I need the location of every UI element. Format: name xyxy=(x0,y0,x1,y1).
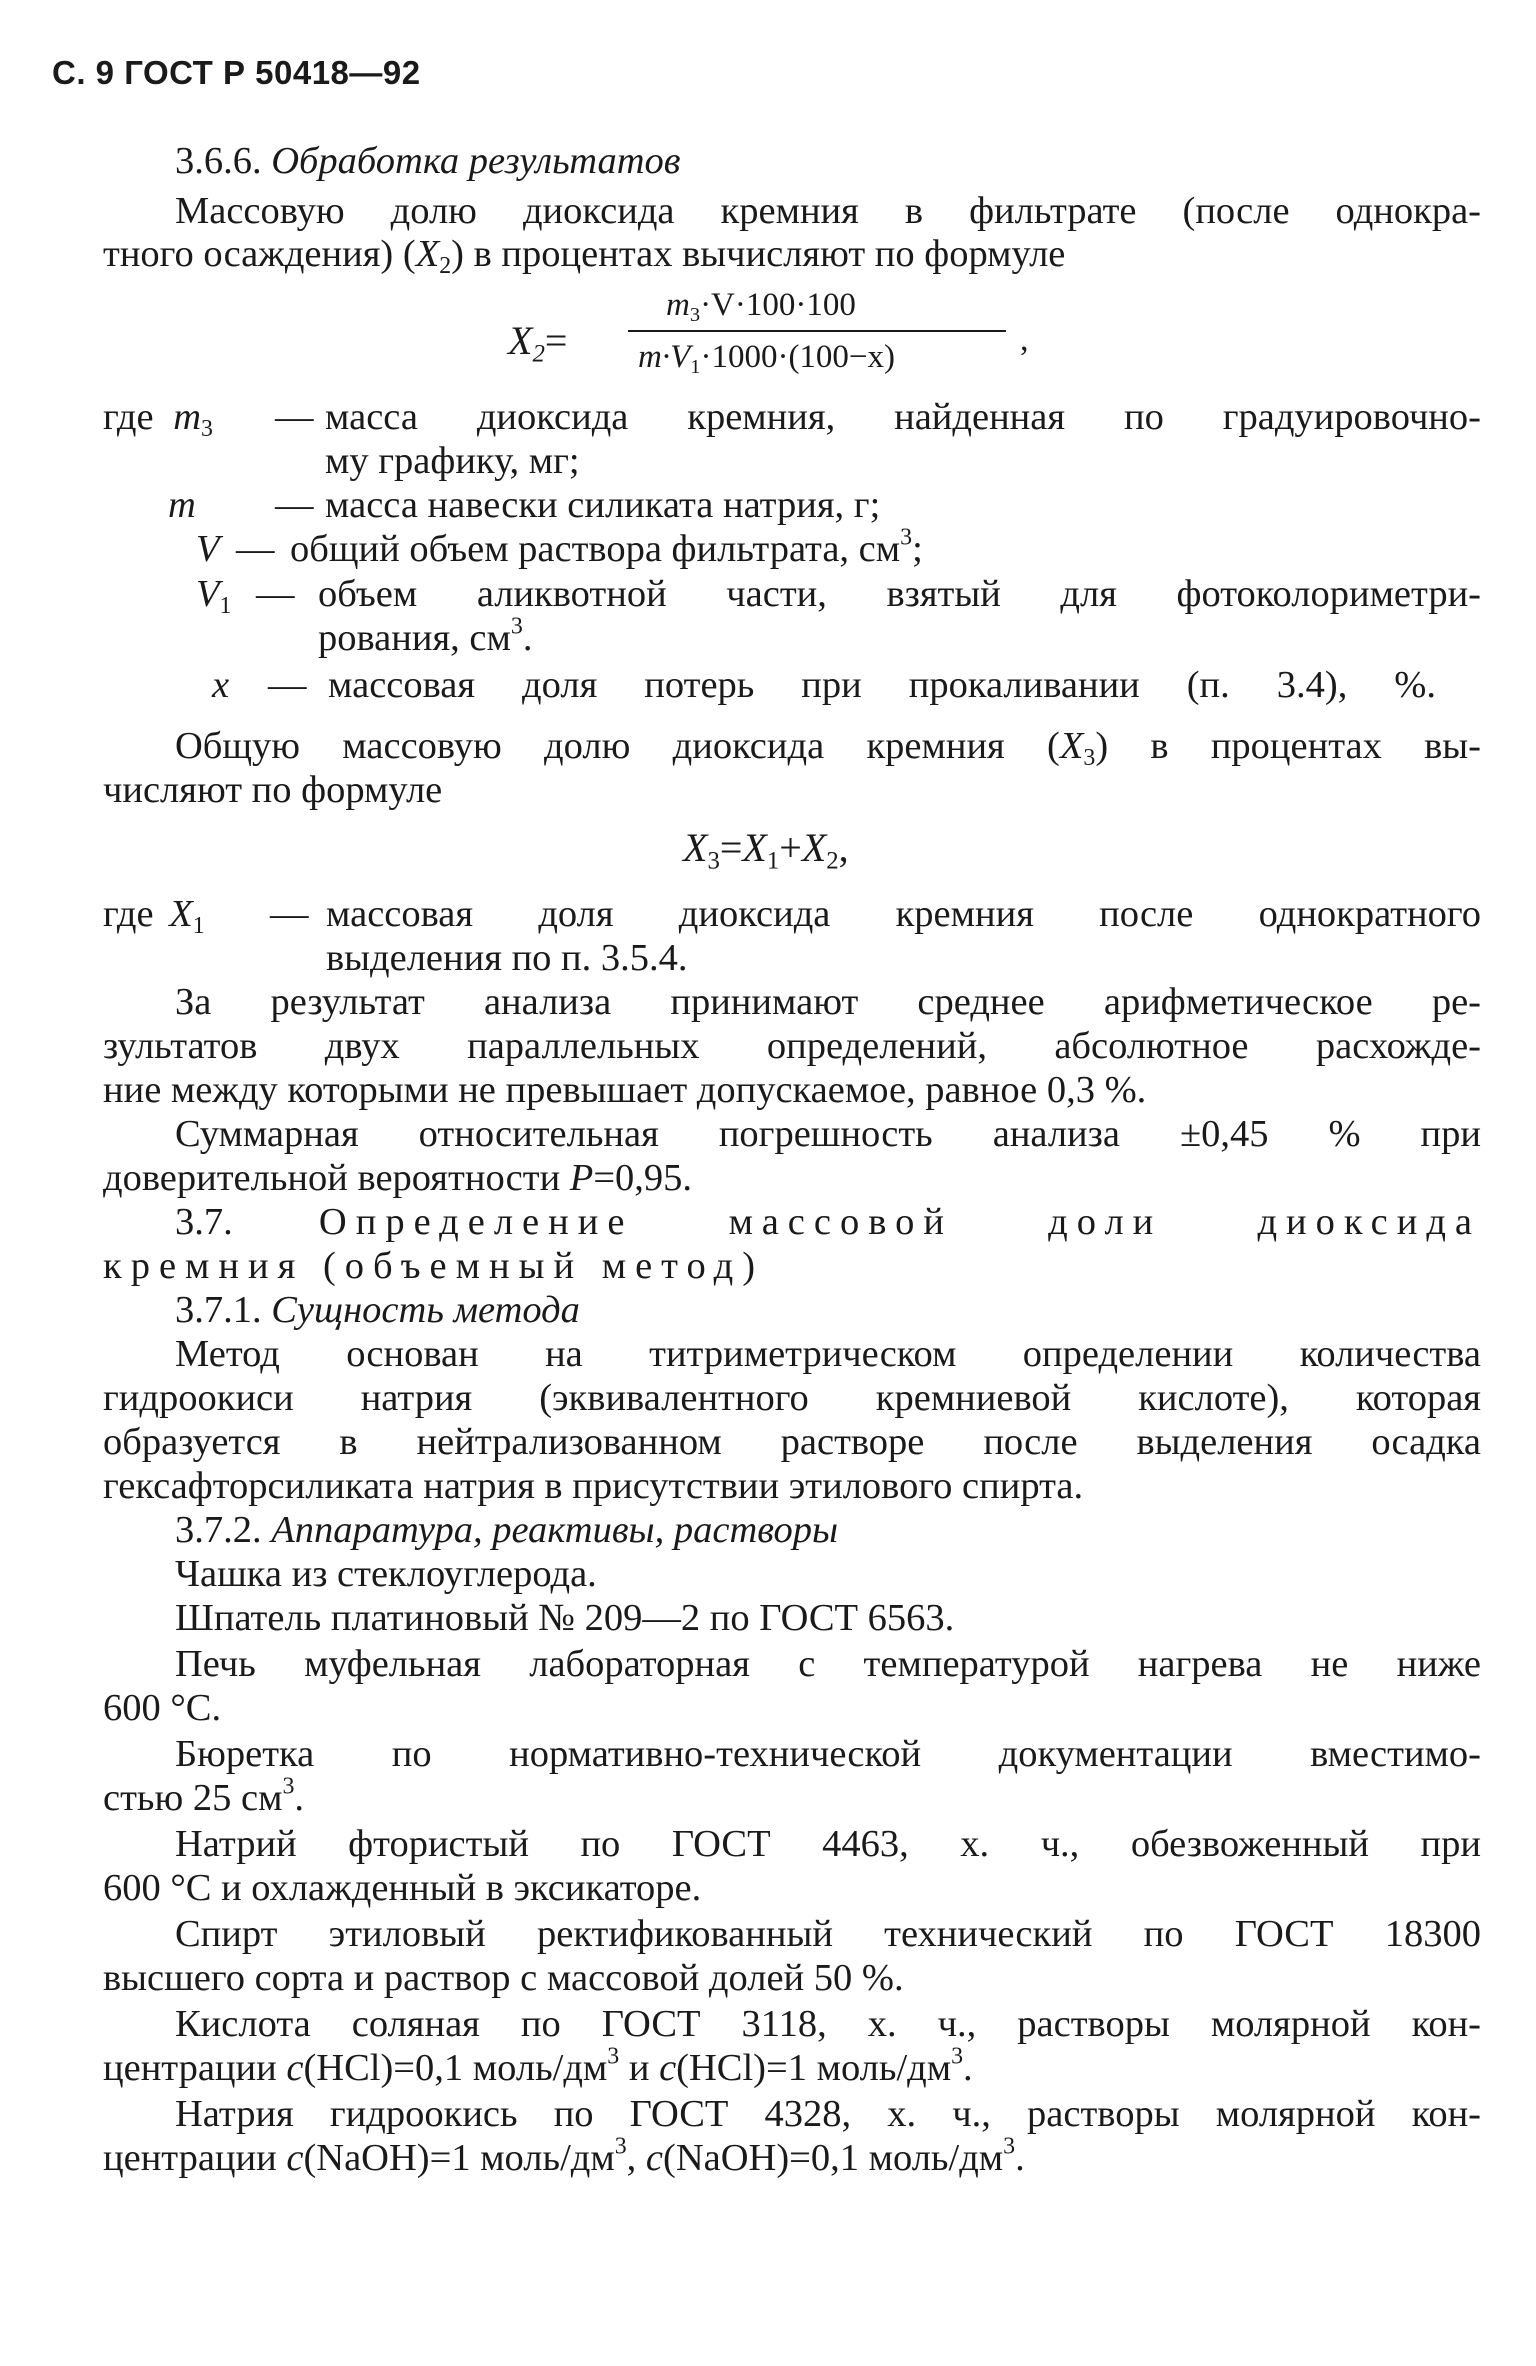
legend-text: масса диоксида кремния, найденная по градуировочно- xyxy=(325,396,1481,438)
list-item: стью 25 $см^3$. xyxy=(103,1773,304,1819)
page-header: С. 9 ГОСТ Р 50418—92 xyxy=(52,54,421,91)
list-item: Кислота соляная по ГОСТ 3118, х. ч., растворы молярной кон- xyxy=(175,2003,1481,2045)
list-item: Спирт этиловый ректификованный технический по ГОСТ 18300 xyxy=(175,1913,1481,1955)
legend-m3: где $m_3$ xyxy=(103,396,213,443)
legend-text: выделения по п. 3.5.4. xyxy=(326,937,688,979)
list-item: высшего сорта и раствор с массовой долей 50 %. xyxy=(103,1957,904,1999)
legend-dash: — xyxy=(256,573,295,615)
list-item: Шпатель платиновый № 209—2 по ГОСТ 6563. xyxy=(175,1597,955,1639)
paragraph-line: ние между которыми не превышает допускаемое, равное 0,3 %. xyxy=(103,1069,1147,1111)
paragraph-line: Общую массовую долю диоксида кремния $(X_3)$ в процентах вы- xyxy=(175,725,1481,772)
list-item: центрации c(HCl)=0,1 моль/$дм^3$ и c(HCl)=1 моль/$дм^3$. xyxy=(103,2043,973,2089)
paragraph-line: Массовую долю диоксида кремния в фильтрате (после однокра- xyxy=(175,190,1481,232)
section-number: 3.6.6. xyxy=(175,140,262,182)
paragraph-line: Метод основан на титриметрическом определении количества xyxy=(175,1333,1481,1375)
formula-lhs: $X_2=$ xyxy=(508,318,568,368)
section-3-7-2-heading: 3.7.2. Аппаратура, реактивы, растворы xyxy=(175,1509,839,1551)
legend-dash: — xyxy=(268,664,307,706)
legend-text: массовая доля потерь при прокаливании (п. 3.4), %. xyxy=(328,664,1436,706)
legend-dash: — xyxy=(270,893,309,935)
section-3-6-6-heading xyxy=(175,142,680,181)
paragraph-line: Суммарная относительная погрешность анализа ±0,45 % при xyxy=(175,1113,1481,1155)
section-3-7-heading-cont: кремния (объемный метод) xyxy=(103,1245,765,1287)
section-3-7-heading: 3.7. Определение массовой доли диоксида xyxy=(175,1201,1481,1243)
section-title: Обработка результатов xyxy=(271,140,681,182)
paragraph-line: образуется в нейтрализованном растворе после выделения осадка xyxy=(103,1421,1481,1463)
legend-dash: — xyxy=(275,396,314,438)
paragraph-line: гексафторсиликата натрия в присутствии этилового спирта. xyxy=(103,1465,1084,1507)
section-3-7-1-heading: 3.7.1. Сущность метода xyxy=(175,1289,580,1331)
list-item: Бюретка по нормативно-технической документации вместимо- xyxy=(175,1733,1481,1775)
legend-text: массовая доля диоксида кремния после однократного xyxy=(326,893,1481,935)
legend-x: x xyxy=(212,664,230,706)
legend-dash: — xyxy=(236,528,275,570)
legend-V1: $V_1$ xyxy=(196,573,232,620)
list-item: 600 °С. xyxy=(103,1687,222,1729)
paragraph-line: тного осаждения) $(X_2)$ в процентах вычисляют по формуле xyxy=(103,233,1066,280)
list-item: Натрий фтористый по ГОСТ 4463, х. ч., обезвоженный при xyxy=(175,1823,1481,1865)
legend-dash: — xyxy=(275,484,314,526)
list-item: Натрия гидроокись по ГОСТ 4328, х. ч., растворы молярной кон- xyxy=(175,2093,1481,2135)
legend-text: рования, $см^3$. xyxy=(318,613,533,659)
paragraph-line: числяют по формуле xyxy=(103,769,443,811)
paragraph-line: зультатов двух параллельных определений, абсолютное расхожде- xyxy=(103,1025,1481,1067)
formula-comma: , xyxy=(1020,321,1029,358)
legend-text: объем аликвотной части, взятый для фотоколориметри- xyxy=(318,573,1481,615)
legend-text: общий объем раствора фильтрата, $см^3$; xyxy=(290,524,923,570)
legend-text: масса навески силиката натрия, г; xyxy=(325,484,881,526)
legend-text: му графику, мг; xyxy=(325,440,580,482)
legend-V: V xyxy=(196,528,220,570)
legend-x1: где $X_1$ xyxy=(103,893,205,940)
list-item: Печь муфельная лабораторная с температурой нагрева не ниже xyxy=(175,1643,1481,1685)
list-item: Чашка из стеклоуглерода. xyxy=(175,1553,597,1595)
paragraph-line: доверительной вероятности P=0,95. xyxy=(103,1157,693,1199)
paragraph-line: За результат анализа принимают среднее арифметическое ре- xyxy=(175,981,1481,1023)
list-item: центрации c(NaOH)=1 моль/$дм^3$, c(NaOH)=0,1 моль/$дм^3$. xyxy=(103,2133,1025,2179)
list-item: 600 °С и охлажденный в эксикаторе. xyxy=(103,1867,702,1909)
legend-m: m xyxy=(168,484,196,526)
fraction-bar xyxy=(628,330,1006,332)
formula-numerator: $m_3\cdot V\cdot 100\cdot 100$ xyxy=(666,287,856,327)
formula-denominator: $m\cdot V_1\cdot 1000\cdot(100-x)$ xyxy=(638,339,896,379)
paragraph-line: гидроокиси натрия (эквивалентного кремниевой кислоте), которая xyxy=(103,1377,1481,1419)
formula-x3: $X_3=X_1+X_2$, xyxy=(683,825,849,875)
formula-x2 xyxy=(508,287,1038,397)
